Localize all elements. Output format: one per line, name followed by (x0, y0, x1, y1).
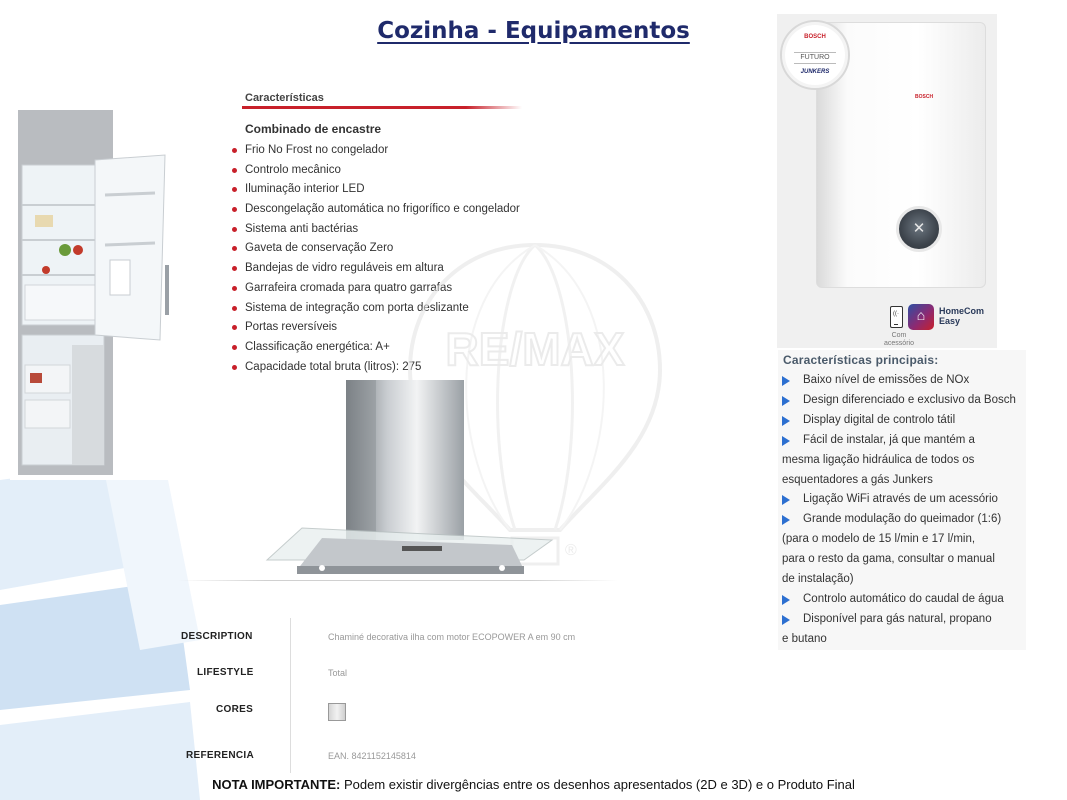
arrow-bullet-icon (782, 595, 790, 605)
lifestyle-value: Total (328, 668, 348, 678)
description-label: DESCRIPTION (181, 631, 253, 642)
list-item: Ligação WiFi através de um acessório (782, 490, 1026, 510)
smartphone-icon: ((· (890, 306, 903, 328)
list-item: Portas reversíveis (232, 318, 522, 338)
bullet-icon (232, 306, 237, 311)
bullet-icon (232, 266, 237, 271)
list-item: Gaveta de conservação Zero (232, 239, 522, 259)
fridge-spec-header: Características (245, 92, 324, 104)
bullet-icon (232, 227, 237, 232)
referencia-value: EAN. 8421152145814 (328, 751, 416, 761)
bullet-icon (232, 187, 237, 192)
arrow-bullet-icon (782, 396, 790, 406)
cores-label: CORES (216, 704, 254, 715)
referencia-label: REFERENCIA (186, 750, 255, 761)
bullet-icon (232, 168, 237, 173)
list-item: Controlo automático do caudal de água (782, 590, 1026, 610)
arrow-bullet-icon (782, 495, 790, 505)
list-item: Descongelação automática no frigorífico e congelador (232, 200, 522, 220)
list-item: Design diferenciado e exclusivo da Bosch (782, 391, 1026, 411)
bullet-icon (232, 345, 237, 350)
bullet-icon (232, 246, 237, 251)
bullet-icon (232, 207, 237, 212)
bullet-icon (232, 286, 237, 291)
seal-junkers-text: JUNKERS (800, 69, 830, 75)
list-item: Frio No Frost no congelador (232, 141, 522, 161)
list-item: Capacidade total bruta (litros): 275 (232, 358, 522, 378)
arrow-bullet-icon (782, 515, 790, 525)
seal-futuro-text: FUTURO (794, 52, 836, 64)
arrow-bullet-icon (782, 615, 790, 625)
list-item: Display digital de controlo tátil (782, 411, 1026, 431)
boiler-brand-mark: BOSCH (915, 94, 934, 100)
cooker-hood-image (262, 380, 562, 580)
fridge-image (10, 95, 180, 480)
registered-mark: ® (565, 542, 577, 559)
watermark-text: RE/MAX (445, 323, 625, 375)
homecom-label: HomeCom Easy (939, 306, 985, 326)
bullet-icon (232, 365, 237, 370)
boiler-features-list (782, 371, 1026, 650)
list-item: Sistema anti bactérias (232, 220, 522, 240)
bosch-junkers-seal (780, 20, 850, 90)
description-value: Chaminé decorativa ilha com motor ECOPOWER A em 90 cm (328, 632, 576, 642)
list-item: Grande modulação do queimador (1:6) (para o modelo de 15 l/min e 17 l/min, para o resto da gama, consultar o manual de instalação) (782, 513, 1002, 586)
accessory-label: Com acessório (884, 332, 914, 347)
spec-header-underline (242, 106, 522, 109)
arrow-bullet-icon (782, 436, 790, 446)
hood-base-line (178, 580, 618, 581)
arrow-bullet-icon (782, 416, 790, 426)
lifestyle-label: LIFESTYLE (197, 667, 254, 678)
homecom-app-icon (908, 304, 934, 330)
bullet-icon (232, 325, 237, 330)
background-stripes (0, 440, 200, 800)
list-item: Baixo nível de emissões de NOx (782, 371, 1026, 391)
list-item: Disponível para gás natural, propano e butano (782, 612, 992, 645)
boiler-features-title: Características principais: (783, 353, 939, 367)
list-item: Garrafeira cromada para quatro garrafas (232, 279, 522, 299)
bullet-icon (232, 148, 237, 153)
list-item: Bandejas de vidro reguláveis em altura (232, 259, 522, 279)
seal-bosch-text: BOSCH (804, 34, 826, 40)
footer-note: NOTA IMPORTANTE: Podem existir divergências entre os desenhos apresentados (2D e 3D) e o Produto Final (212, 777, 855, 792)
list-item: Controlo mecânico (232, 161, 522, 181)
fridge-spec-title: Combinado de encastre (245, 122, 382, 136)
color-swatch (328, 703, 346, 721)
touch-display-icon: ✕ (896, 206, 942, 252)
table-divider (290, 618, 291, 773)
list-item: Classificação energética: A+ (232, 338, 522, 358)
arrow-bullet-icon (782, 376, 790, 386)
list-item: Fácil de instalar, já que mantém a mesma ligação hidráulica de todos os esquentadores a gás Junkers (782, 433, 975, 486)
page-title: Cozinha - Equipamentos (377, 18, 690, 44)
list-item: Iluminação interior LED (232, 180, 522, 200)
list-item: Sistema de integração com porta deslizante (232, 299, 522, 319)
